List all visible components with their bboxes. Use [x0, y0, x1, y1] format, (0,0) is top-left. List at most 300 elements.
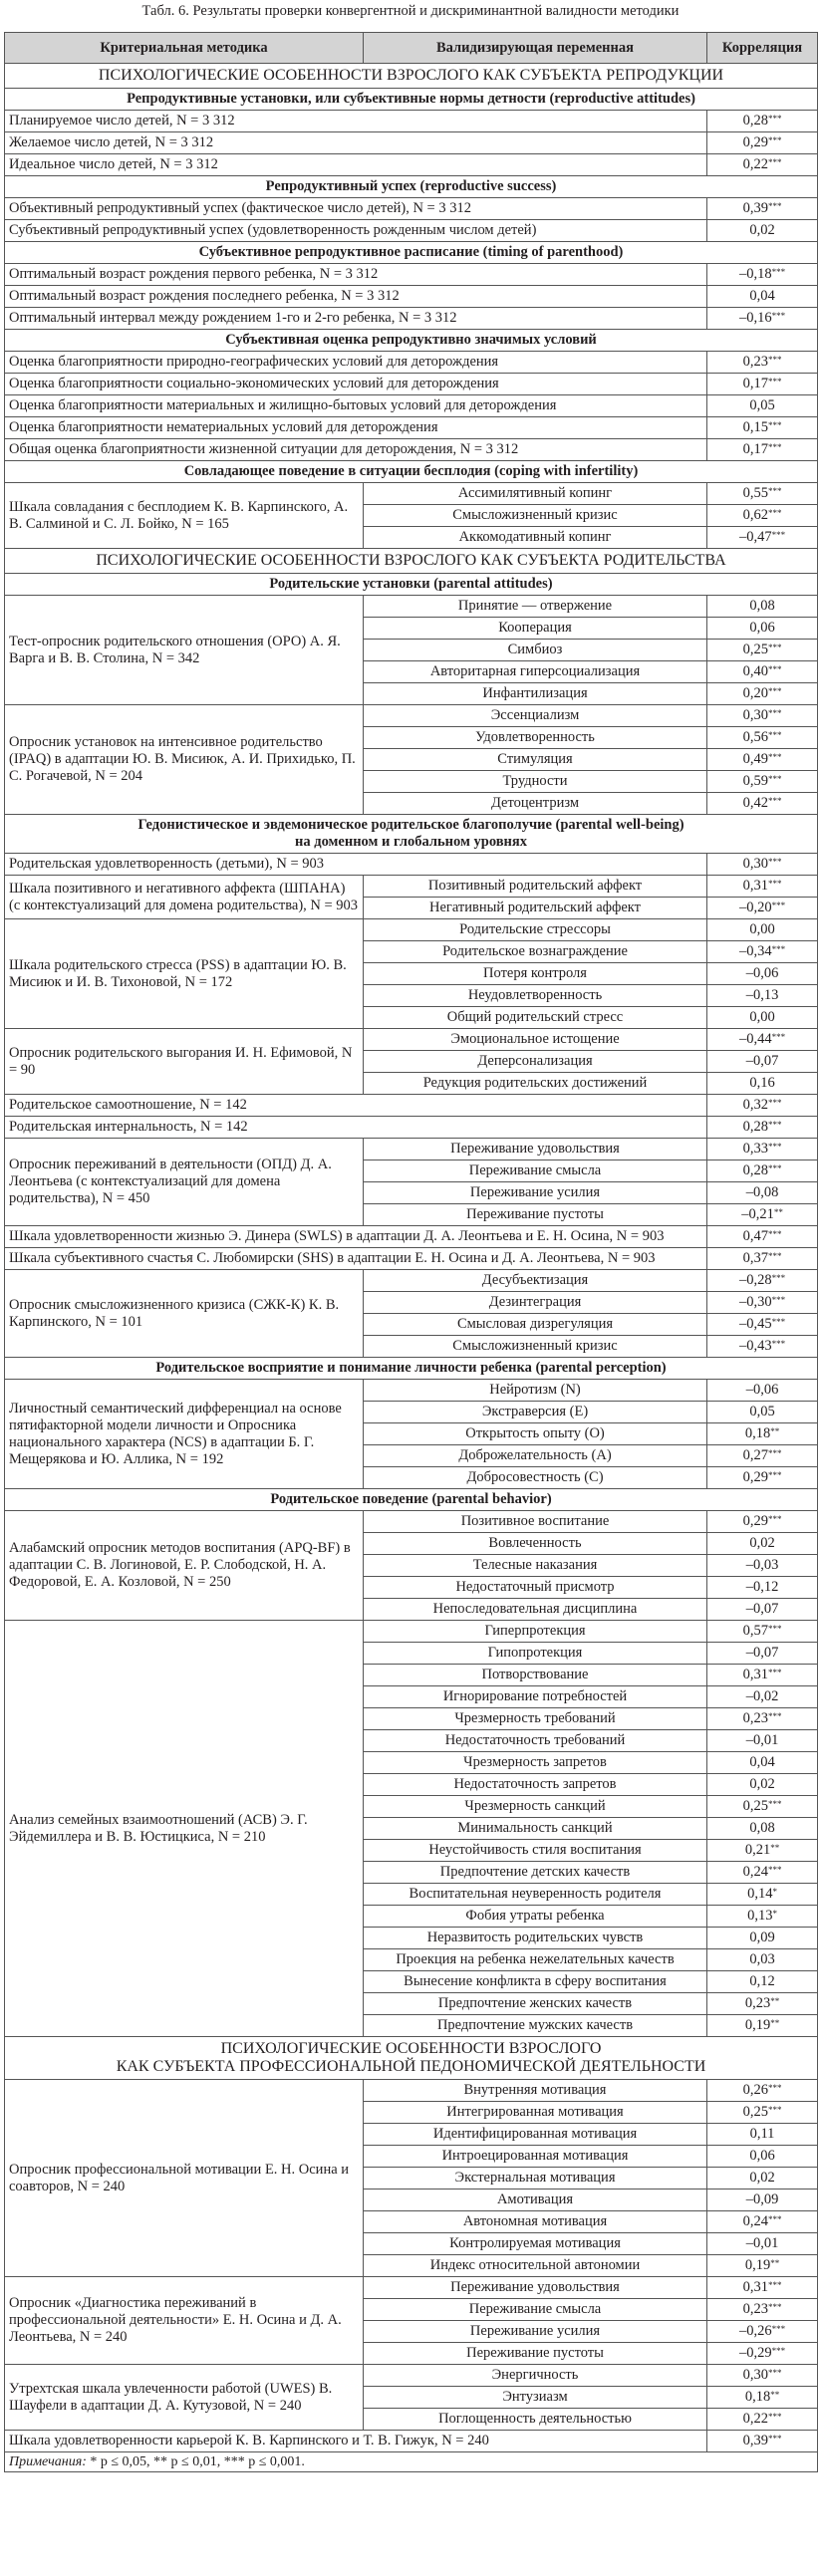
correlation-number: –0,47 [738, 529, 772, 545]
table-header-row [5, 33, 818, 64]
correlation-number: 0,29 [742, 134, 768, 150]
significance-stars: *** [767, 1098, 782, 1108]
correlation-value [707, 1577, 818, 1599]
significance-stars: *** [767, 486, 782, 496]
correlation-number: 0,23 [742, 354, 768, 370]
significance-stars: *** [767, 2302, 782, 2312]
significance-stars: ** [770, 2018, 780, 2028]
significance-stars: *** [767, 2368, 782, 2378]
correlation-number: 0,42 [742, 795, 768, 811]
correlation-value [707, 2365, 818, 2387]
correlation-value [707, 1511, 818, 1533]
validating-variable-cell: Потворствование [364, 1665, 707, 1686]
correlation-value [707, 2168, 818, 2190]
criterion-method-cell: Алабамский опросник методов воспитания (APQ-BF) в адаптации С. В. Логиновой, Е. Р. Слободской, Н. А. Федоровой, Е. А. Козловой, N = 250 [5, 1511, 364, 1621]
criterion-method-cell: Шкала родительского стресса (PSS) в адаптации Ю. В. Мисиюк и И. В. Тихоновой, N = 172 [5, 919, 364, 1029]
correlation-value [707, 1445, 818, 1467]
table-row [5, 111, 818, 132]
correlation-value [707, 1884, 818, 1906]
criterion-method-cell: Личностный семантический дифференциал на основе пятифакторной модели личности и Опросника национального характера (NCS) в адаптации Б. Г. Мещерякова и Ю. Аллика, N = 192 [5, 1380, 364, 1489]
validating-variable-cell: Предпочтение мужских качеств [364, 2015, 707, 2037]
table-row [5, 132, 818, 154]
correlation-number: 0,17 [742, 376, 768, 391]
validating-variable-cell: Энтузиазм [364, 2387, 707, 2409]
table-row [5, 374, 818, 395]
correlation-value [707, 1906, 818, 1928]
correlation-number: 0,15 [742, 419, 768, 435]
significance-stars: *** [771, 2346, 786, 2356]
criterion-cell: Шкала субъективного счастья С. Любомирски (SHS) в адаптации Е. Н. Осина и Д. А. Леонтьева, N = 903 [5, 1248, 707, 1270]
validating-variable-cell: Открытость опыту (O) [364, 1423, 707, 1445]
correlation-number: 0,30 [742, 856, 768, 872]
correlation-number: 0,19 [744, 2017, 771, 2033]
table-row [5, 198, 818, 220]
significance-stars: *** [767, 730, 782, 740]
subsection-title [5, 1489, 818, 1511]
validating-variable-cell: Гипопротекция [364, 1643, 707, 1665]
correlation-number: 0,06 [749, 620, 775, 636]
correlation-number: 0,62 [742, 507, 768, 523]
correlation-number: 0,26 [742, 2082, 768, 2098]
correlation-number: 0,22 [742, 2411, 768, 2427]
validating-variable-cell: Переживание смысла [364, 2299, 707, 2321]
correlation-value [707, 1117, 818, 1139]
correlation-value [707, 1840, 818, 1862]
correlation-number: 0,14 [747, 1886, 773, 1902]
correlation-number: 0,06 [749, 2148, 775, 2164]
header-validating-variable: Валидизирующая переменная [364, 33, 707, 64]
correlation-value [707, 1423, 818, 1445]
header-correlation: Корреляция [707, 33, 818, 64]
significance-stars: *** [767, 1624, 782, 1634]
correlation-value [707, 1665, 818, 1686]
correlation-value [707, 727, 818, 749]
correlation-value [707, 417, 818, 439]
criterion-cell: Идеальное число детей, N = 3 312 [5, 154, 707, 176]
criterion-cell: Оптимальный интервал между рождением 1-го и 2-го ребенка, N = 3 312 [5, 308, 707, 330]
correlation-value [707, 1029, 818, 1051]
correlation-value [707, 1796, 818, 1818]
validating-variable-cell: Эссенциализм [364, 705, 707, 727]
table-row [5, 352, 818, 374]
correlation-number: 0,39 [742, 2433, 768, 2448]
significance-stars: *** [771, 311, 786, 321]
correlation-value [707, 1730, 818, 1752]
significance-stars: *** [767, 508, 782, 518]
table-note-row [5, 2452, 818, 2472]
significance-stars: *** [767, 377, 782, 386]
significance-stars: *** [771, 1032, 786, 1042]
correlation-value [707, 793, 818, 815]
validating-variable-cell: Редукция родительских достижений [364, 1073, 707, 1095]
validating-variable-cell: Родительские стрессоры [364, 919, 707, 941]
correlation-number: 0,23 [742, 1710, 768, 1726]
significance-stars: ** [770, 2390, 780, 2400]
table-row [5, 417, 818, 439]
correlation-number: 0,18 [744, 1425, 771, 1441]
correlation-value [707, 1818, 818, 1840]
correlation-number: 0,02 [749, 2170, 775, 2186]
validating-variable-cell: Непоследовательная дисциплина [364, 1599, 707, 1621]
significance-stars: *** [771, 267, 786, 277]
validating-variable-cell: Недостаточность требований [364, 1730, 707, 1752]
correlation-value [707, 1599, 818, 1621]
correlation-number: 0,19 [744, 2257, 771, 2273]
criterion-method-cell: Опросник родительского выгорания И. Н. Ефимовой, N = 90 [5, 1029, 364, 1095]
significance-stars: *** [767, 2105, 782, 2115]
correlation-value [707, 1270, 818, 1292]
correlation-value [707, 1073, 818, 1095]
table-row [5, 395, 818, 417]
subsection-title-line: Родительское поведение (parental behavior) [270, 1491, 552, 1507]
correlation-value [707, 527, 818, 549]
criterion-cell: Шкала удовлетворенности жизнью Э. Динера (SWLS) в адаптации Д. А. Леонтьева и Е. Н. Осина, N = 903 [5, 1226, 707, 1248]
criterion-method-cell: Шкала совладания с бесплодием К. В. Карпинского, А. В. Салминой и С. Л. Бойко, N = 165 [5, 483, 364, 549]
correlation-number: 0,05 [749, 1404, 775, 1419]
correlation-value [707, 1708, 818, 1730]
validating-variable-cell: Интроецированная мотивация [364, 2146, 707, 2168]
correlation-value [707, 2080, 818, 2102]
correlation-number: –0,08 [745, 1184, 779, 1200]
correlation-number: 0,47 [742, 1228, 768, 1244]
correlation-number: 0,25 [742, 2104, 768, 2120]
significance-stars: *** [767, 1514, 782, 1524]
subsection-title-line: Гедонистическое и эвдемоническое родительское благополучие (parental well-being) [137, 817, 684, 833]
correlation-number: –0,01 [745, 2235, 779, 2251]
correlation-value [707, 1752, 818, 1774]
validating-variable-cell: Переживание усилия [364, 1182, 707, 1204]
correlation-number: 0,00 [749, 1009, 775, 1025]
significance-stars: ** [773, 1207, 783, 1217]
correlation-value [707, 395, 818, 417]
correlation-number: 0,37 [742, 1250, 768, 1266]
correlation-value [707, 308, 818, 330]
significance-stars: *** [767, 643, 782, 652]
correlation-number: –0,02 [745, 1688, 779, 1704]
significance-stars: *** [767, 879, 782, 889]
validating-variable-cell: Смысловая дизрегуляция [364, 1314, 707, 1336]
correlation-value [707, 941, 818, 963]
validating-variable-cell: Авторитарная гиперсоциализация [364, 661, 707, 683]
note-text: * p ≤ 0,05, ** p ≤ 0,01, *** p ≤ 0,001. [86, 2454, 305, 2469]
table-row [5, 1117, 818, 1139]
subsection-title-line: Субъективное репродуктивное расписание (timing of parenthood) [198, 244, 624, 260]
significance-stars: *** [767, 664, 782, 674]
criterion-method-cell: Опросник установок на интенсивное родительство (IPAQ) в адаптации Ю. В. Мисиюк, А. И. Прихидько, П. С. Рогачевой, N = 204 [5, 705, 364, 815]
significance-stars: *** [767, 708, 782, 718]
significance-stars: *** [767, 442, 782, 452]
validating-variable-cell: Эмоциональное истощение [364, 1029, 707, 1051]
significance-stars: *** [767, 1711, 782, 1721]
correlation-number: 0,59 [742, 773, 768, 789]
correlation-value [707, 198, 818, 220]
validating-variable-cell: Автономная мотивация [364, 2211, 707, 2233]
significance-stars: *** [767, 1668, 782, 1677]
validating-variable-cell: Смысложизненный кризис [364, 1336, 707, 1358]
correlation-value [707, 919, 818, 941]
validating-variable-cell: Интегрированная мотивация [364, 2102, 707, 2124]
validating-variable-cell: Переживание усилия [364, 2321, 707, 2343]
table-row [5, 308, 818, 330]
validating-variable-cell: Недостаточность запретов [364, 1774, 707, 1796]
correlation-number: 0,20 [742, 685, 768, 701]
correlation-value [707, 1621, 818, 1643]
significance-stars: ** [770, 2258, 780, 2268]
significance-stars: *** [771, 944, 786, 954]
table-body [5, 64, 818, 2472]
correlation-value [707, 1292, 818, 1314]
correlation-value [707, 2321, 818, 2343]
validating-variable-cell: Инфантилизация [364, 683, 707, 705]
criterion-cell: Субъективный репродуктивный успех (удовлетворенность рожденным числом детей) [5, 220, 707, 242]
table-row [5, 2080, 818, 2102]
validating-variable-cell: Воспитательная неуверенность родителя [364, 1884, 707, 1906]
table-row [5, 596, 818, 618]
correlation-number: 0,28 [742, 1119, 768, 1135]
criterion-cell: Родительская интернальность, N = 142 [5, 1117, 707, 1139]
table-caption: Табл. 6. Результаты проверки конвергентной и дискриминантной валидности методики [141, 3, 680, 19]
criterion-cell: Объективный репродуктивный успех (фактическое число детей), N = 3 312 [5, 198, 707, 220]
correlation-number: 0,40 [742, 663, 768, 679]
significance-stars: *** [767, 420, 782, 430]
correlation-value [707, 220, 818, 242]
subsection-title [5, 242, 818, 264]
correlation-value [707, 132, 818, 154]
correlation-number: 0,17 [742, 441, 768, 457]
significance-stars: *** [767, 1163, 782, 1173]
correlation-value [707, 683, 818, 705]
table-row [5, 2431, 818, 2452]
significance-stars: *** [767, 135, 782, 145]
correlation-value [707, 1533, 818, 1555]
significance-stars: *** [767, 1251, 782, 1261]
correlation-value [707, 1139, 818, 1160]
correlation-number: 0,29 [742, 1513, 768, 1529]
validity-table [4, 32, 818, 2472]
correlation-value [707, 2211, 818, 2233]
correlation-number: 0,49 [742, 751, 768, 767]
validating-variable-cell: Контролируемая мотивация [364, 2233, 707, 2255]
correlation-value [707, 1182, 818, 1204]
correlation-number: 0,08 [749, 1820, 775, 1836]
significance-stars: *** [771, 1317, 786, 1327]
correlation-value [707, 1160, 818, 1182]
correlation-number: –0,30 [738, 1294, 772, 1310]
validating-variable-cell: Вовлеченность [364, 1533, 707, 1555]
section-title-line: КАК СУБЪЕКТА ПРОФЕССИОНАЛЬНОЙ ПЕДОНОМИЧЕСКОЙ ДЕЯТЕЛЬНОСТИ [116, 2058, 706, 2075]
correlation-number: 0,24 [742, 1864, 768, 1880]
correlation-number: –0,07 [745, 1645, 779, 1661]
section-title-line: ПСИХОЛОГИЧЕСКИЕ ОСОБЕННОСТИ ВЗРОСЛОГО КАК СУБЪЕКТА РОДИТЕЛЬСТВА [96, 552, 726, 569]
significance-stars: *** [771, 2324, 786, 2334]
correlation-value [707, 1402, 818, 1423]
subsection-title [5, 574, 818, 596]
subsection-title-line: на доменном и глобальном уровнях [295, 834, 527, 850]
validating-variable-cell: Экстернальная мотивация [364, 2168, 707, 2190]
correlation-number: –0,01 [745, 1732, 779, 1748]
correlation-number: 0,03 [749, 1951, 775, 1967]
validating-variable-cell: Телесные наказания [364, 1555, 707, 1577]
correlation-value [707, 2124, 818, 2146]
criterion-method-cell: Опросник переживаний в деятельности (ОПД) Д. А. Леонтьева (с контекстуализаций для домена родительства), N = 450 [5, 1139, 364, 1226]
criterion-cell: Оценка благоприятности социально-экономических условий для деторождения [5, 374, 707, 395]
correlation-number: –0,26 [738, 2323, 772, 2339]
correlation-value [707, 898, 818, 919]
correlation-number: 0,23 [744, 1995, 771, 2011]
validating-variable-cell: Проекция на ребенка нежелательных качеств [364, 1949, 707, 1971]
validating-variable-cell: Энергичность [364, 2365, 707, 2387]
validating-variable-cell: Удовлетворенность [364, 727, 707, 749]
correlation-number: 0,05 [749, 397, 775, 413]
correlation-number: 0,30 [742, 707, 768, 723]
criterion-method-cell: Опросник профессиональной мотивации Е. Н. Осина и соавторов, N = 240 [5, 2080, 364, 2277]
subsection-header-row [5, 330, 818, 352]
significance-stars: *** [771, 1295, 786, 1305]
significance-stars: ** [770, 1996, 780, 2006]
correlation-number: 0,29 [742, 1469, 768, 1485]
significance-stars: *** [767, 2280, 782, 2290]
validating-variable-cell: Предпочтение детских качеств [364, 1862, 707, 1884]
significance-stars: *** [767, 774, 782, 784]
correlation-number: 0,23 [742, 2301, 768, 2317]
section-header-row [5, 549, 818, 574]
validating-variable-cell: Десубъектизация [364, 1270, 707, 1292]
correlation-number: 0,31 [742, 878, 768, 894]
correlation-number: –0,28 [738, 1272, 772, 1288]
subsection-header-row [5, 89, 818, 111]
correlation-number: 0,57 [742, 1623, 768, 1639]
significance-stars: *** [771, 1339, 786, 1349]
validating-variable-cell: Поглощенность деятельностью [364, 2409, 707, 2431]
correlation-number: 0,33 [742, 1141, 768, 1157]
correlation-value [707, 2409, 818, 2431]
section-header-row [5, 2037, 818, 2080]
correlation-value [707, 1928, 818, 1949]
criterion-cell: Оценка благоприятности нематериальных условий для деторождения [5, 417, 707, 439]
correlation-number: –0,09 [745, 2191, 779, 2207]
significance-stars: *** [767, 1865, 782, 1875]
subsection-header-row [5, 176, 818, 198]
table-row [5, 1270, 818, 1292]
significance-stars: *** [771, 530, 786, 540]
correlation-value [707, 640, 818, 661]
table-row [5, 919, 818, 941]
validating-variable-cell: Родительское вознаграждение [364, 941, 707, 963]
correlation-number: 0,11 [749, 2126, 775, 2142]
correlation-value [707, 286, 818, 308]
significance-stars: *** [767, 2412, 782, 2422]
correlation-value [707, 2190, 818, 2211]
validating-variable-cell: Смысложизненный кризис [364, 505, 707, 527]
validating-variable-cell: Деперсонализация [364, 1051, 707, 1073]
correlation-number: 0,08 [749, 598, 775, 614]
subsection-header-row [5, 242, 818, 264]
subsection-title-line: Репродуктивные установки, или субъективные нормы детности (reproductive attitudes) [127, 91, 695, 107]
subsection-header-row [5, 815, 818, 854]
table-row [5, 483, 818, 505]
correlation-number: 0,22 [742, 156, 768, 172]
correlation-value [707, 1380, 818, 1402]
validating-variable-cell: Индекс относительной автономии [364, 2255, 707, 2277]
validating-variable-cell: Переживание удовольствия [364, 2277, 707, 2299]
correlation-number: 0,28 [742, 113, 768, 129]
correlation-value [707, 1248, 818, 1270]
validating-variable-cell: Предпочтение женских качеств [364, 1993, 707, 2015]
validating-variable-cell: Фобия утраты ребенка [364, 1906, 707, 1928]
correlation-value [707, 352, 818, 374]
correlation-number: 0,00 [749, 921, 775, 937]
validating-variable-cell: Неустойчивость стиля воспитания [364, 1840, 707, 1862]
subsection-header-row [5, 1489, 818, 1511]
correlation-value [707, 1314, 818, 1336]
correlation-value [707, 618, 818, 640]
correlation-number: –0,20 [738, 900, 772, 915]
correlation-value [707, 1971, 818, 1993]
validating-variable-cell: Аккомодативный копинг [364, 527, 707, 549]
significance-stars: *** [767, 796, 782, 806]
correlation-number: –0,12 [745, 1579, 779, 1595]
validating-variable-cell: Общий родительский стресс [364, 1007, 707, 1029]
criterion-cell: Желаемое число детей, N = 3 312 [5, 132, 707, 154]
subsection-title-line: Родительские установки (parental attitudes) [269, 576, 553, 592]
criterion-method-cell: Шкала позитивного и негативного аффекта (ШПАНА) (с контекстуализаций для домена родительства), N = 903 [5, 876, 364, 919]
table-row [5, 854, 818, 876]
correlation-number: 0,21 [744, 1842, 771, 1858]
correlation-value [707, 1643, 818, 1665]
correlation-number: –0,06 [745, 1382, 779, 1398]
validating-variable-cell: Гиперпротекция [364, 1621, 707, 1643]
validating-variable-cell: Дезинтеграция [364, 1292, 707, 1314]
criterion-method-cell: Опросник смысложизненного кризиса (СЖК-К) К. В. Карпинского, N = 101 [5, 1270, 364, 1358]
correlation-number: –0,34 [738, 943, 772, 959]
significance-stars: ** [770, 1843, 780, 1853]
criterion-cell: Оптимальный возраст рождения первого ребенка, N = 3 312 [5, 264, 707, 286]
significance-stars: *** [771, 1273, 786, 1283]
criterion-cell: Оценка благоприятности природно-географических условий для деторождения [5, 352, 707, 374]
correlation-number: –0,21 [741, 1206, 774, 1222]
subsection-title-line: Репродуктивный успех (reproductive success) [265, 178, 557, 194]
correlation-value [707, 705, 818, 727]
subsection-title [5, 330, 818, 352]
significance-stars: ** [770, 1426, 780, 1436]
correlation-value [707, 854, 818, 876]
correlation-number: 0,02 [749, 222, 775, 238]
correlation-number: 0,04 [749, 1754, 775, 1770]
correlation-number: 0,12 [749, 1973, 775, 1989]
note-label: Примечания: [9, 2454, 87, 2469]
validating-variable-cell: Вынесение конфликта в сферу воспитания [364, 1971, 707, 1993]
criterion-cell: Планируемое число детей, N = 3 312 [5, 111, 707, 132]
correlation-value [707, 2233, 818, 2255]
validating-variable-cell: Игнорирование потребностей [364, 1686, 707, 1708]
validating-variable-cell: Чрезмерность санкций [364, 1796, 707, 1818]
validating-variable-cell: Чрезмерность запретов [364, 1752, 707, 1774]
significance-stars: *** [767, 2434, 782, 2444]
criterion-cell: Общая оценка благоприятности жизненной ситуации для деторождения, N = 3 312 [5, 439, 707, 461]
correlation-number: 0,27 [742, 1447, 768, 1463]
table-row [5, 1226, 818, 1248]
correlation-number: –0,13 [745, 987, 779, 1003]
correlation-value [707, 111, 818, 132]
correlation-number: 0,28 [742, 1162, 768, 1178]
significance-stars: *** [767, 752, 782, 762]
section-title-line: ПСИХОЛОГИЧЕСКИЕ ОСОБЕННОСТИ ВЗРОСЛОГО КАК СУБЪЕКТА РЕПРОДУКЦИИ [98, 67, 724, 84]
correlation-number: 0,25 [742, 642, 768, 657]
correlation-number: 0,25 [742, 1798, 768, 1814]
correlation-value [707, 1204, 818, 1226]
table-row [5, 220, 818, 242]
correlation-number: 0,24 [742, 2213, 768, 2229]
